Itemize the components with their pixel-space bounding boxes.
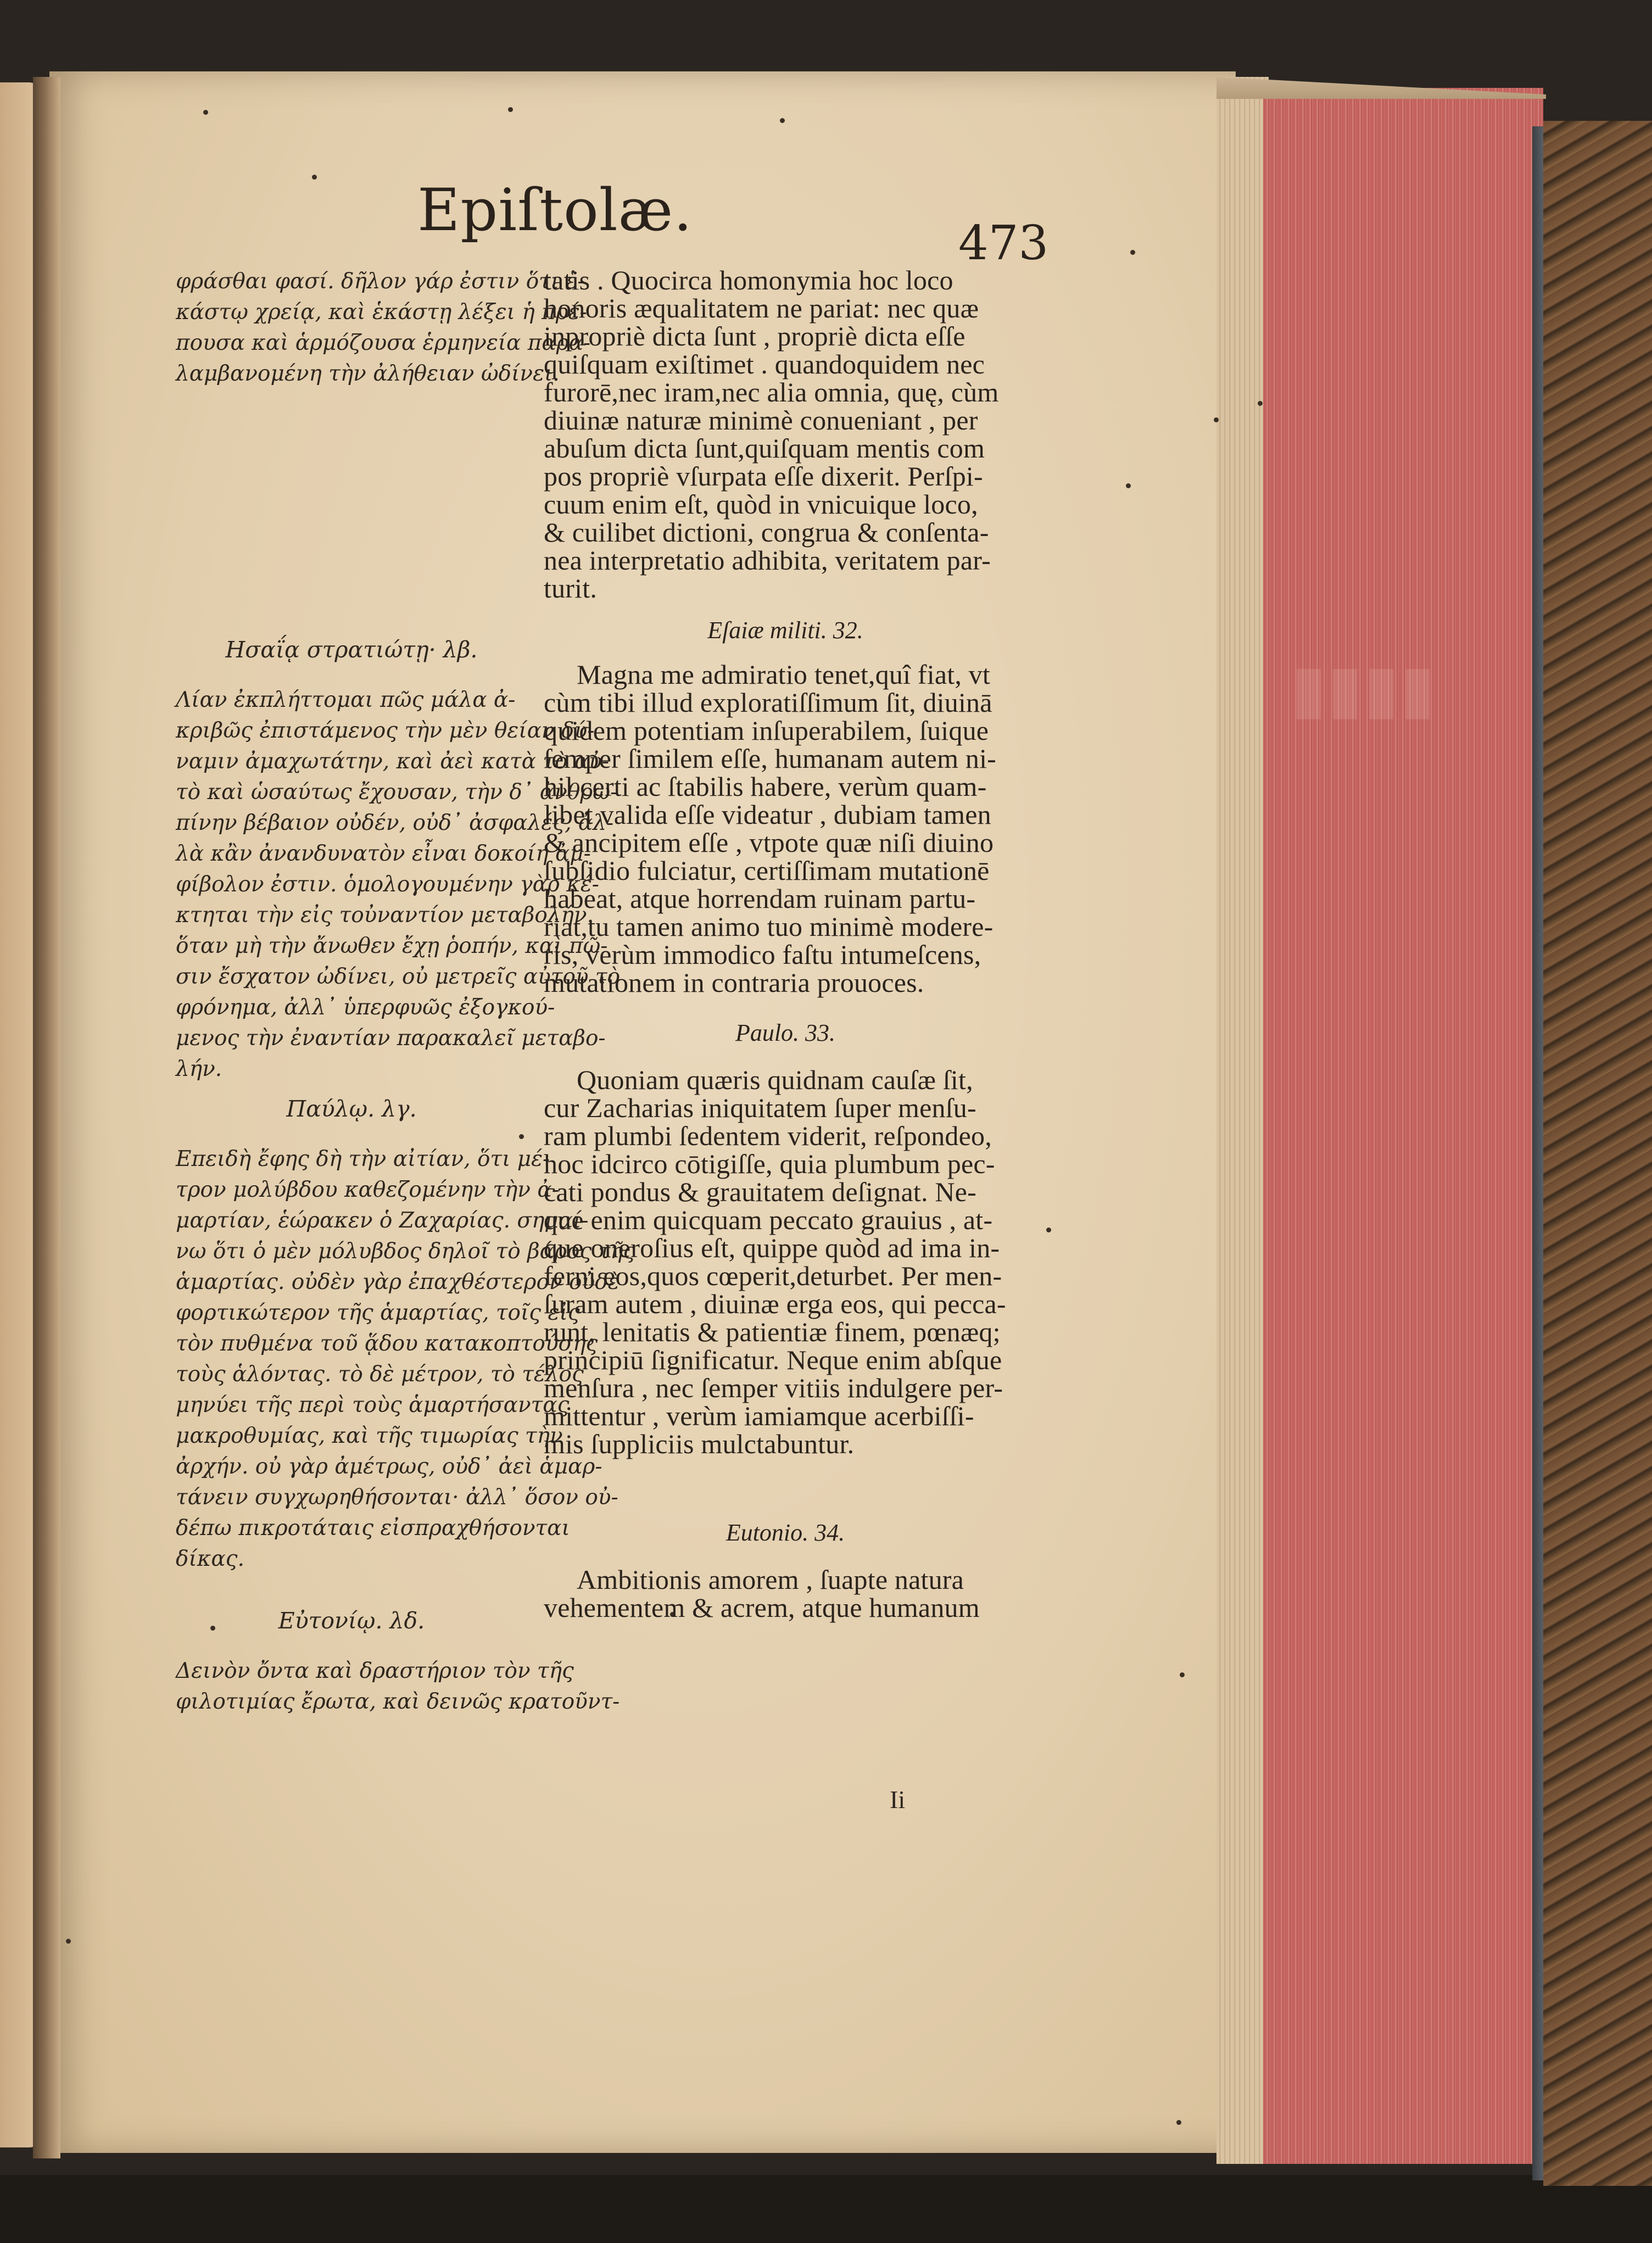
text-line: ὅταν μὴ τὴν ἄνωθεν ἔχῃ ῥοπήν, καὶ πῶ- [176,934,608,958]
text-line: τὸ καὶ ὡσαύτως ἔχουσαν, τὴν δ᾽ ἀνθρω- [176,780,618,805]
text-line: λαμβανομένη τὴν ἀλήθειαν ὠδίνει. [176,361,560,386]
text-line: libet valida eſſe videatur , dubiam tamen [544,799,991,830]
signature-mark: Ii [890,1786,906,1814]
text-line: quidem potentiam inſuperabilem, ſuique [544,715,989,746]
text-line: vehementem & acrem, atque humanum [544,1592,980,1623]
foxing-dot [1258,401,1263,406]
text-line: tatis . Quocirca homonymia hoc loco [544,265,953,295]
text-line: κάστῳ χρείᾳ, καὶ ἑκάστῃ λέξει ἡ πρέ- [176,300,587,325]
text-line: hoc idcirco cōtigiſſe, quia plumbum pec- [544,1148,995,1179]
text-line: ἀρχήν. οὐ γὰρ ἀμέτρως, οὐδ᾽ ἀεὶ ἁμαρ- [176,1454,602,1479]
running-head: Epiſtolæ. [417,176,693,244]
text-line: cur Zacharias iniquitatem ſuper menſu- [544,1092,976,1123]
greek-letter-32 [176,685,621,1085]
red-fore-edge [1263,88,1543,2164]
show-through-marks: ▮▮▮▮ [1291,652,1436,726]
text-line: σιν ἔσχατον ὠδίνει, οὐ μετρεῖς αὐτοῦ τὸ [176,964,621,989]
text-line: φίβολον ἐστιν. ὁμολογουμένην γὰρ κέ- [176,872,599,897]
latin-letter-34 [544,1566,1027,1622]
page-number: 473 [958,216,1049,271]
text-line: ſubſidio fulciatur, certiſſimam mutationē [544,855,990,886]
latin-letter-32 [544,661,1027,997]
text-line: honoris æqualitatem ne pariat: nec quæ [544,293,979,323]
text-line: furorē,nec iram,nec alia omnia, quę, cùm [544,377,999,408]
text-line: & ancipitem eſſe , vtpote quæ niſi diuino [544,827,994,858]
foxing-dot [312,175,317,180]
text-line: ram plumbi ſedentem viderit, reſpondeo, [544,1120,992,1151]
foxing-dot [1214,417,1219,422]
latin-letter-33 [544,1066,1027,1458]
text-line: τὸν πυθμένα τοῦ ᾅδου κατακοπτούσης [176,1331,598,1356]
text-line: ἁμαρτίας. οὐδὲν γὰρ ἐπαχθέστερον οὐδὲ [176,1270,620,1295]
foxing-dot [1130,250,1135,255]
text-line: κτηται τὴν εἰς τοὐναντίον μεταβολήν. [176,903,594,928]
text-line: mittentur , verùm iamiamque acerbiſſi- [544,1401,974,1431]
letter-heading: Εὐτονίῳ. λδ. [278,1608,425,1634]
text-line: λὰ κἂν ἀνανδυνατὸν εἶναι δοκοίη ἀμ- [176,841,591,866]
text-line: ferni eos,quos cœperit,deturbet. Per men- [544,1260,1002,1291]
text-line: Λίαν ἐκπλήττομαι πῶς μάλα ἀ- [176,688,516,712]
text-line: menſura , nec ſemper vitiis indulgere per- [544,1372,1003,1403]
text-line: κριβῶς ἐπιστάμενος τὴν μὲν θείαν δύ- [176,718,595,743]
text-line: runt, lenitatis & patientiæ finem, pœnæq; [544,1316,1001,1347]
letter-heading: Eſaiæ militi. 32. [707,617,863,644]
text-line: πουσα καὶ ἁρμόζουσα ἑρμηνεία παρα- [176,331,591,355]
text-line: ris, verùm immodico faſtu intumeſcens, [544,939,981,970]
letter-heading: Paulo. 33. [735,1019,836,1046]
text-line: δίκας. [176,1547,244,1571]
text-line: δέπω πικροτάταις εἰσπραχθήσονται [176,1516,570,1541]
letter-heading: Ησαΐᾳ στρατιώτῃ· λβ. [225,637,478,663]
text-line: Ambitionis amorem , ſuapte natura [577,1564,964,1595]
latin-intro [544,266,1027,602]
text-line: ſemper ſimilem eſſe, humanam autem ni- [544,743,997,774]
text-line: μηνύει τῆς περὶ τοὺς ἁμαρτήσαντας [176,1393,570,1418]
foxing-dot [203,110,208,115]
text-line: turit. [544,573,598,604]
text-line: τρον μολύβδου καθεζομένην τὴν ἀ- [176,1178,559,1202]
text-line: habeat, atque horrendam ruinam partu- [544,883,976,914]
marbled-cover [1543,121,1652,2186]
text-line: cùm tibi illud exploratiſſimum ſit, diuinā [544,687,992,718]
text-line: ναμιν ἀμαχωτάτην, καὶ ἀεὶ κατὰ τὸ αὐ- [176,749,610,774]
foxing-dot [1176,2120,1181,2125]
foxing-dot [508,107,513,112]
foxing-dot [1180,1672,1185,1677]
page-block-edge [1216,77,1269,2164]
text-line: μαρτίαν, ἑώρακεν ὁ Ζαχαρίας. σημαί- [176,1208,589,1233]
text-line: quiſquam exiſtimet . quandoquidem nec [544,349,985,380]
greek-letter-34 [176,1656,620,1717]
gutter [33,77,60,2158]
text-line: φράσθαι φασί. δῆλον γάρ ἐστιν ὅτι ἑ- [176,269,585,294]
text-line: ſuram autem , diuinæ erga eos, qui pecca- [544,1288,1006,1319]
text-line: inpropriè dicta ſunt , propriè dicta eſſe [544,321,965,351]
text-line: riat,tu tamen animo tuo minimè modere- [544,911,994,942]
text-line: diuinæ naturæ minimè conueniant , per [544,405,978,436]
text-line: nea interpretatio adhibita, veritatem par- [544,545,991,576]
foxing-dot [1126,483,1131,488]
foxing-dot [780,118,785,123]
text-line: que oneroſius eſt, quippe quòd ad ima in- [544,1232,1000,1263]
text-line: τοὺς ἁλόντας. τὸ δὲ μέτρον, τὸ τέλος [176,1362,584,1387]
text-line: abuſum dicta ſunt,quiſquam mentis com [544,433,985,464]
text-line: & cuilibet dictioni, congrua & conſenta- [544,517,989,548]
text-line: mutationem in contraria prouoces. [544,967,924,998]
text-line: Magna me admiratio tenet,quî fiat, vt [577,659,991,690]
background-bottom [0,2175,1652,2243]
text-line: Δεινὸν ὄντα καὶ δραστήριον τὸν τῆς [176,1659,574,1683]
text-line: hil certi ac ſtabilis habere, verùm quam- [544,771,987,802]
letter-heading: Παύλῳ. λγ. [286,1096,417,1122]
text-line: μενος τὴν ἐναντίαν παρακαλεῖ μεταβο- [176,1026,606,1051]
text-line: φορτικώτερον τῆς ἁμαρτίας, τοῖς εἰς [176,1301,580,1325]
greek-letter-33 [176,1144,635,1575]
text-line: νω ὅτι ὁ μὲν μόλυβδος δηλοῖ τὸ βάρος τῆς [176,1239,635,1264]
text-line: Quoniam quæris quidnam cauſæ ſit, [577,1064,973,1095]
text-line: λήν. [176,1057,222,1081]
foxing-dot [1046,1227,1051,1232]
letter-heading: Eutonio. 34. [725,1519,845,1546]
text-line: πίνην βέβαιον οὐδέν, οὐδ᾽ ἀσφαλές, ἀλ- [176,811,614,835]
foxing-dot [66,1939,71,1944]
latin-column [544,266,1027,1622]
text-line: cuum enim eſt, quòd in vnicuique loco, [544,489,978,520]
text-line: que enim quicquam peccato grauius , at- [544,1204,993,1235]
text-line: cati pondus & grauitatem deſignat. Ne- [544,1176,976,1207]
text-line: τάνειν συγχωρηθήσονται· ἀλλ᾽ ὅσον οὐ- [176,1485,618,1510]
greek-intro [176,266,591,389]
text-line: φρόνημα, ἀλλ᾽ ὑπερφυῶς ἐξογκού- [176,995,555,1020]
text-line: μακροθυμίας, καὶ τῆς τιμωρίας τὴν [176,1424,563,1448]
text-line: Επειδὴ ἔφης δὴ τὴν αἰτίαν, ὅτι μέ- [176,1147,550,1171]
text-line: mis ſuppliciis mulctabuntur. [544,1429,855,1459]
text-line: pos propriè vſurpata eſſe dixerit. Perſpi- [544,461,983,492]
text-line: principiū ſignificatur. Neque enim abſque [544,1344,1002,1375]
text-line: φιλοτιμίας ἔρωτα, καὶ δεινῶς κρατοῦντ- [176,1689,620,1714]
